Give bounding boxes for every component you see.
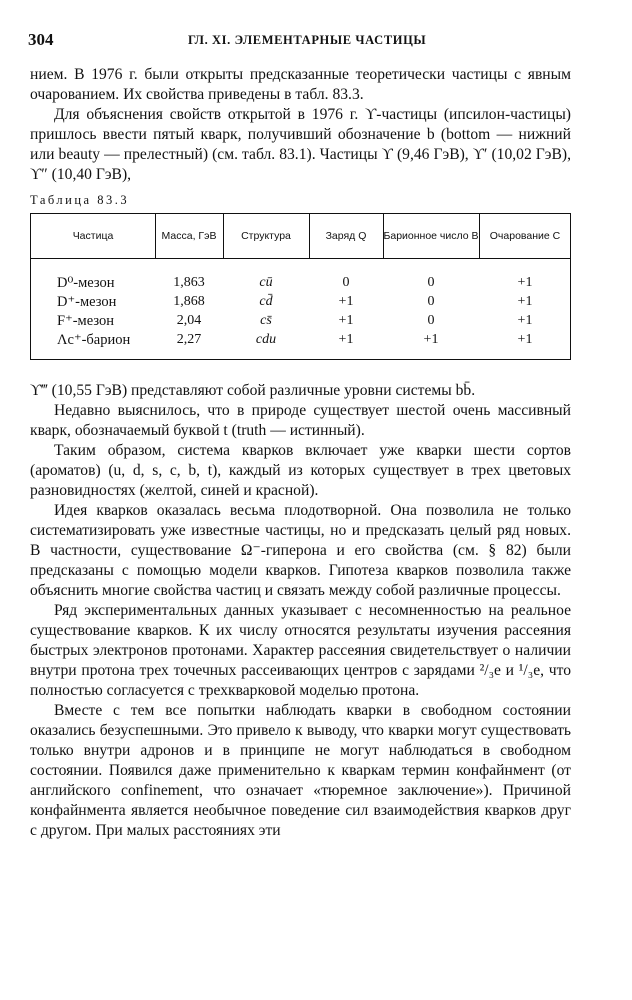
cell-baryon-number: +1 bbox=[423, 332, 439, 347]
particle-table bbox=[30, 213, 571, 360]
paragraph: ϒ‴ (10,55 ГэВ) представляют собой различные уровни системы bb̄. bbox=[30, 382, 476, 399]
page-number: 304 bbox=[28, 30, 54, 49]
cell-charge: 0 bbox=[342, 275, 350, 290]
paragraph: Идея кварков оказалась весьма плодотворной. Она позволила не только систематизировать уже известные частицы, но и предсказать целый ряд новых. В частности, существование Ω⁻-гиперона и его свойства (см. § 82) были предсказаны с помощью модели кварков. Гипотеза кварков позволила также объяснить многие свойства частиц и связать между собой различные процессы. bbox=[30, 502, 571, 599]
cell-particle: D⁰-мезон bbox=[57, 275, 115, 291]
text-block-bottom bbox=[30, 381, 571, 841]
cell-particle: D⁺-мезон bbox=[57, 294, 117, 310]
header-structure: Структура bbox=[241, 230, 291, 242]
header-baryon-number: Барионное число B bbox=[383, 230, 479, 242]
cell-charm: +1 bbox=[517, 294, 533, 309]
cell-baryon-number: 0 bbox=[427, 275, 435, 290]
cell-mass: 1,863 bbox=[173, 275, 205, 290]
cell-particle: F⁺-мезон bbox=[57, 313, 114, 329]
cell-structure: cd̄ bbox=[259, 294, 273, 309]
cell-structure: cdu bbox=[255, 332, 277, 347]
cell-charge: +1 bbox=[338, 313, 354, 328]
cell-charm: +1 bbox=[517, 332, 533, 347]
header-particle: Частица bbox=[72, 230, 114, 242]
paragraph: нием. В 1976 г. были открыты предсказанные теоретически частицы с явным очарованием. Их свойства приведены в табл. 83.3. bbox=[30, 66, 571, 103]
cell-baryon-number: 0 bbox=[427, 294, 435, 309]
cell-baryon-number: 0 bbox=[427, 313, 435, 328]
cell-mass: 1,868 bbox=[173, 294, 205, 309]
header-charm: Очарование C bbox=[489, 230, 561, 242]
paragraph: Для объяснения свойств открытой в 1976 г. ϒ-частицы (ипсилон-частицы) пришлось ввести пятый кварк, получивший обозначение b (bottom — нижний или beauty — прелестный) (см. табл. 83.1). Частицы ϒ (9,46 ГэВ), ϒ′ (10,02 ГэВ), ϒ″ (10,40 ГэВ), bbox=[30, 106, 571, 183]
paragraph: Таким образом, система кварков включает уже кварки шести сортов (ароматов) (u, d, s, c, b, t), каждый из которых существует в трех цветовых разновидностях (желтой, синей и красной). bbox=[30, 442, 571, 499]
cell-mass: 2,27 bbox=[176, 332, 202, 347]
header-mass: Масса, ГэВ bbox=[161, 230, 217, 242]
cell-mass: 2,04 bbox=[176, 313, 202, 328]
paragraph: Ряд экспериментальных данных указывает с несомненностью на реальное существование кварков. К их числу относятся результаты изучения рассеяния быстрых электронов протонами. Характер рассеяния свидетельствует о наличии внутри протона трех точечных рассеивающих центров с зарядами ²/₃e и ¹/₃e, что полностью согласуется с трехкварковой моделью протона. bbox=[30, 602, 571, 699]
header-charge: Заряд Q bbox=[325, 230, 367, 242]
cell-charm: +1 bbox=[517, 275, 533, 290]
paragraph: Вместе с тем все попытки наблюдать кварки в свободном состоянии оказались безуспешными. Это привело к выводу, что кварки могут существовать только внутри адронов и в принципе не могут наблюдаться в свободном состоянии. Появился даже применительно к кваркам термин конфайнмент (от английского confinement, что означает «тюремное заключение»). Причиной конфайнмента является необычное поведение сил взаимодействия кварков друг с другом. При малых расстояниях эти bbox=[30, 702, 571, 839]
table-header-divider bbox=[31, 258, 570, 259]
cell-particle: Λc⁺-барион bbox=[57, 332, 131, 348]
table-caption: Таблица 83.3 bbox=[30, 193, 130, 207]
text-block-top bbox=[30, 65, 571, 185]
cell-charge: +1 bbox=[338, 332, 354, 347]
cell-structure: cū bbox=[259, 275, 273, 290]
page-header bbox=[28, 30, 588, 54]
cell-structure: cs̄ bbox=[260, 313, 272, 328]
cell-charge: +1 bbox=[338, 294, 354, 309]
running-title: ГЛ. XI. ЭЛЕМЕНТАРНЫЕ ЧАСТИЦЫ bbox=[188, 33, 427, 47]
paragraph: Недавно выяснилось, что в природе существует шестой очень массивный кварк, обозначаемый буквой t (truth — истинный). bbox=[30, 402, 571, 439]
cell-charm: +1 bbox=[517, 313, 533, 328]
